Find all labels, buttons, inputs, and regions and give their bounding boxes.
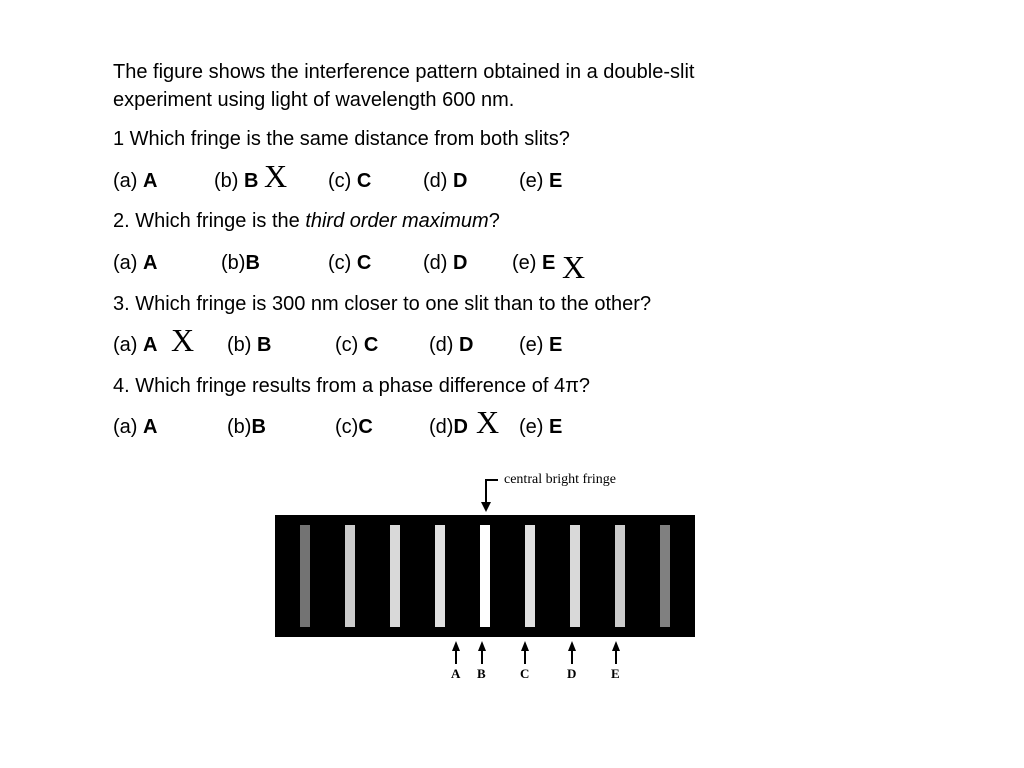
q3-answer-mark: X [171, 322, 195, 358]
q1-option-d[interactable]: (d) D [423, 170, 468, 192]
fringe-pointer-group [452, 641, 620, 664]
q4-option-d[interactable]: (d)D [429, 416, 468, 438]
q3-option-b[interactable]: (b) B [227, 334, 272, 356]
q3-option-c[interactable]: (c) C [335, 334, 379, 356]
question-1-prompt: 1 Which fringe is the same distance from both slits? [113, 128, 570, 150]
intro-line-1: The figure shows the interference pattern obtained in a double-slit [113, 61, 695, 83]
fringe-pattern-svg [270, 468, 710, 688]
intro-line-2: experiment using light of wavelength 600 nm. [113, 89, 515, 111]
fringe-4 [435, 525, 445, 627]
fringe-label-b: B [477, 666, 486, 681]
q4-option-c[interactable]: (c)C [335, 416, 373, 438]
fringe-label-c: C [520, 666, 530, 681]
fringe-9 [660, 525, 670, 627]
q2-option-d[interactable]: (d) D [423, 252, 468, 274]
fringe-label-e: E [611, 666, 620, 681]
question-2-prompt: 2. Which fringe is the third order maximum? [113, 210, 500, 232]
fringe-8 [615, 525, 625, 627]
q3-option-e[interactable]: (e) E [519, 334, 563, 356]
fringe-1 [300, 525, 310, 627]
pointer-arrow-d [568, 641, 576, 651]
q3-option-d[interactable]: (d) D [429, 334, 474, 356]
pointer-arrow-b [478, 641, 486, 651]
q1-option-c[interactable]: (c) C [328, 170, 372, 192]
annotation-arrow-line [486, 480, 498, 504]
question-3-prompt: 3. Which fringe is 300 nm closer to one slit than to the other? [113, 293, 652, 315]
fringe-label-d: D [567, 666, 577, 681]
q1-option-a[interactable]: (a) A [113, 170, 158, 192]
pointer-arrow-c [521, 641, 529, 651]
pointer-arrow-e [612, 641, 620, 651]
question-4-prompt: 4. Which fringe results from a phase difference of 4π? [113, 375, 591, 397]
pointer-arrow-a [452, 641, 460, 651]
q1-option-e[interactable]: (e) E [519, 170, 563, 192]
interference-figure [270, 468, 710, 688]
fringe-3 [390, 525, 400, 627]
fringe-label-a: A [451, 666, 461, 681]
q2-option-a[interactable]: (a) A [113, 252, 158, 274]
q1-option-b[interactable]: (b) B [214, 170, 259, 192]
q2-option-b[interactable]: (b)B [221, 252, 260, 274]
fringe-6 [525, 525, 535, 627]
q4-answer-mark: X [476, 404, 500, 440]
fringe-2 [345, 525, 355, 627]
q4-option-e[interactable]: (e) E [519, 416, 563, 438]
fringe-5 [480, 525, 490, 627]
q2-option-e[interactable]: (e) E [512, 252, 556, 274]
q4-option-b[interactable]: (b)B [227, 416, 266, 438]
q3-option-a[interactable]: (a) A [113, 334, 158, 356]
fringe-7 [570, 525, 580, 627]
intro-paragraph [113, 58, 833, 114]
q2-answer-mark: X [562, 249, 586, 285]
q1-answer-mark: X [264, 158, 288, 194]
q2-option-c[interactable]: (c) C [328, 252, 372, 274]
central-fringe-annotation: central bright fringe [504, 472, 616, 487]
annotation-arrow-head [481, 502, 491, 512]
q4-option-a[interactable]: (a) A [113, 416, 158, 438]
